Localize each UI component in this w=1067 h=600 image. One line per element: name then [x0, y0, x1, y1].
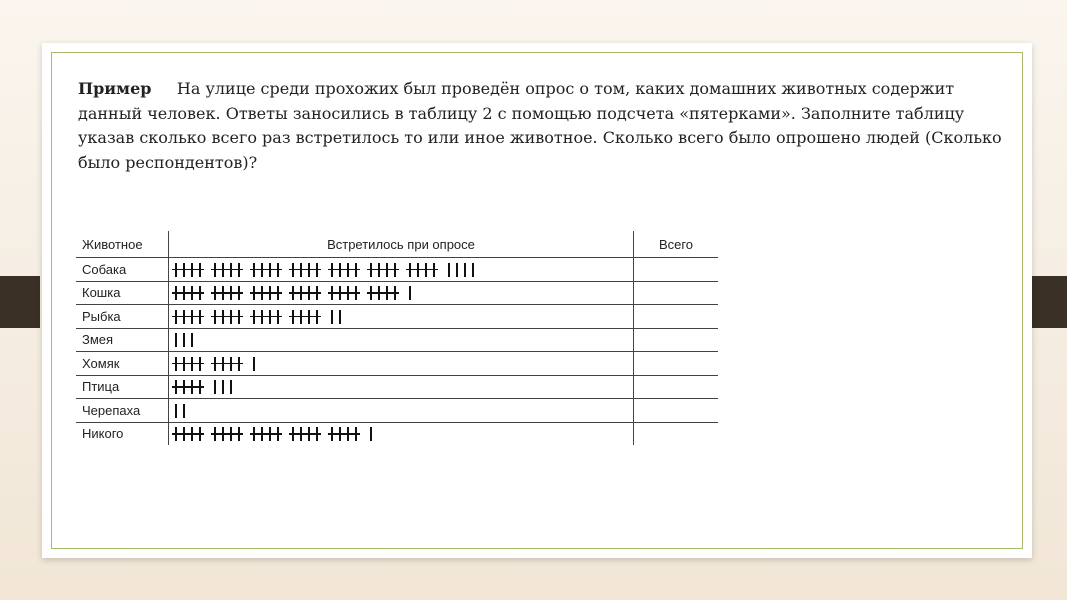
tally-group-five — [292, 262, 318, 278]
table-row — [76, 328, 718, 352]
tally-crossbar — [367, 269, 399, 271]
tally-crossbar — [250, 316, 282, 318]
tally-group-five — [175, 356, 201, 372]
animal-name: Птица — [76, 375, 169, 399]
tally-stick — [409, 286, 411, 300]
tally-stick — [464, 263, 466, 277]
tally-stick — [472, 263, 474, 277]
task-body: На улице среди прохожих был проведён опрос о том, каких домашних животных содержит данный человек. Ответы заносились в таблицу 2 с помощью подсчета «пятерками». Заполните таблицу указав сколько всего раз встретилось то или иное животное. Сколько всего было опрошено людей (Сколько было респондентов)? — [78, 79, 1002, 172]
tally-group-five — [292, 309, 318, 325]
header-tally: Встретилось при опросе — [169, 231, 634, 258]
tally-marks — [169, 422, 634, 445]
tally-group-five — [175, 379, 201, 395]
tally-stick — [339, 310, 341, 324]
tally-group-five — [175, 285, 201, 301]
total-cell[interactable] — [634, 258, 719, 282]
total-cell[interactable] — [634, 422, 719, 445]
tally-stick — [191, 333, 193, 347]
tally-stick — [183, 333, 185, 347]
tally-group-five — [214, 285, 240, 301]
tally-stick — [222, 380, 224, 394]
task-text — [78, 77, 1008, 175]
total-cell[interactable] — [634, 352, 719, 376]
tally-group-five — [331, 426, 357, 442]
tally-group-five — [253, 285, 279, 301]
tally-crossbar — [211, 292, 243, 294]
tally-group — [331, 309, 341, 325]
total-cell[interactable] — [634, 399, 719, 423]
tally-stick — [175, 404, 177, 418]
tally-crossbar — [172, 363, 204, 365]
table-header-row — [76, 231, 718, 258]
tally-marks — [169, 328, 634, 352]
table-row — [76, 258, 718, 282]
total-cell[interactable] — [634, 375, 719, 399]
animal-name: Черепаха — [76, 399, 169, 423]
tally-group-five — [214, 426, 240, 442]
header-total: Всего — [634, 231, 719, 258]
tally-crossbar — [250, 433, 282, 435]
tally-group-five — [370, 285, 396, 301]
tally-group-five — [175, 309, 201, 325]
tally-stick — [230, 380, 232, 394]
tally-group-five — [331, 285, 357, 301]
animal-name: Рыбка — [76, 305, 169, 329]
slide — [42, 43, 1032, 558]
table-row — [76, 375, 718, 399]
tally-marks — [169, 305, 634, 329]
tally-crossbar — [172, 292, 204, 294]
tally-marks — [169, 352, 634, 376]
tally-stick — [448, 263, 450, 277]
tally-crossbar — [289, 433, 321, 435]
tally-crossbar — [328, 292, 360, 294]
tally-group — [253, 356, 255, 372]
tally-crossbar — [211, 316, 243, 318]
tally-table — [76, 231, 718, 445]
left-side-tab — [0, 276, 40, 328]
tally-crossbar — [211, 269, 243, 271]
tally-group-five — [253, 426, 279, 442]
tally-group-five — [214, 309, 240, 325]
tally-group-five — [253, 262, 279, 278]
tally-group — [409, 285, 411, 301]
tally-stick — [214, 380, 216, 394]
tally-crossbar — [289, 269, 321, 271]
tally-group — [175, 403, 185, 419]
animal-name: Хомяк — [76, 352, 169, 376]
tally-group — [175, 332, 193, 348]
tally-crossbar — [172, 269, 204, 271]
tally-group-five — [292, 426, 318, 442]
tally-group-five — [331, 262, 357, 278]
tally-group-five — [175, 426, 201, 442]
total-cell[interactable] — [634, 281, 719, 305]
tally-stick — [183, 404, 185, 418]
tally-stick — [370, 427, 372, 441]
tally-group — [214, 379, 232, 395]
tally-group-five — [409, 262, 435, 278]
tally-group-five — [292, 285, 318, 301]
tally-marks — [169, 281, 634, 305]
total-cell[interactable] — [634, 328, 719, 352]
tally-group — [448, 262, 474, 278]
tally-crossbar — [211, 433, 243, 435]
tally-group-five — [214, 262, 240, 278]
table-row — [76, 281, 718, 305]
tally-crossbar — [328, 433, 360, 435]
animal-name: Змея — [76, 328, 169, 352]
tally-stick — [456, 263, 458, 277]
tally-group — [370, 426, 372, 442]
animal-name: Собака — [76, 258, 169, 282]
table-row — [76, 305, 718, 329]
tally-group-five — [214, 356, 240, 372]
tally-crossbar — [328, 269, 360, 271]
tally-crossbar — [289, 292, 321, 294]
total-cell[interactable] — [634, 305, 719, 329]
task-label: Пример — [78, 79, 152, 98]
tally-crossbar — [250, 269, 282, 271]
tally-group-five — [175, 262, 201, 278]
tally-marks — [169, 375, 634, 399]
bottom-fade — [76, 453, 726, 543]
tally-crossbar — [367, 292, 399, 294]
tally-crossbar — [289, 316, 321, 318]
tally-crossbar — [172, 316, 204, 318]
animal-name: Кошка — [76, 281, 169, 305]
tally-marks — [169, 258, 634, 282]
header-animal: Животное — [76, 231, 169, 258]
tally-group-five — [253, 309, 279, 325]
table-row — [76, 422, 718, 445]
tally-stick — [175, 333, 177, 347]
tally-crossbar — [250, 292, 282, 294]
tally-crossbar — [211, 363, 243, 365]
tally-crossbar — [172, 386, 204, 388]
tally-marks — [169, 399, 634, 423]
table-row — [76, 352, 718, 376]
animal-name: Никого — [82, 426, 124, 442]
tally-group-five — [370, 262, 396, 278]
table-body — [76, 258, 718, 446]
tally-crossbar — [406, 269, 438, 271]
tally-stick — [253, 357, 255, 371]
table-row — [76, 399, 718, 423]
tally-crossbar — [172, 433, 204, 435]
tally-stick — [331, 310, 333, 324]
